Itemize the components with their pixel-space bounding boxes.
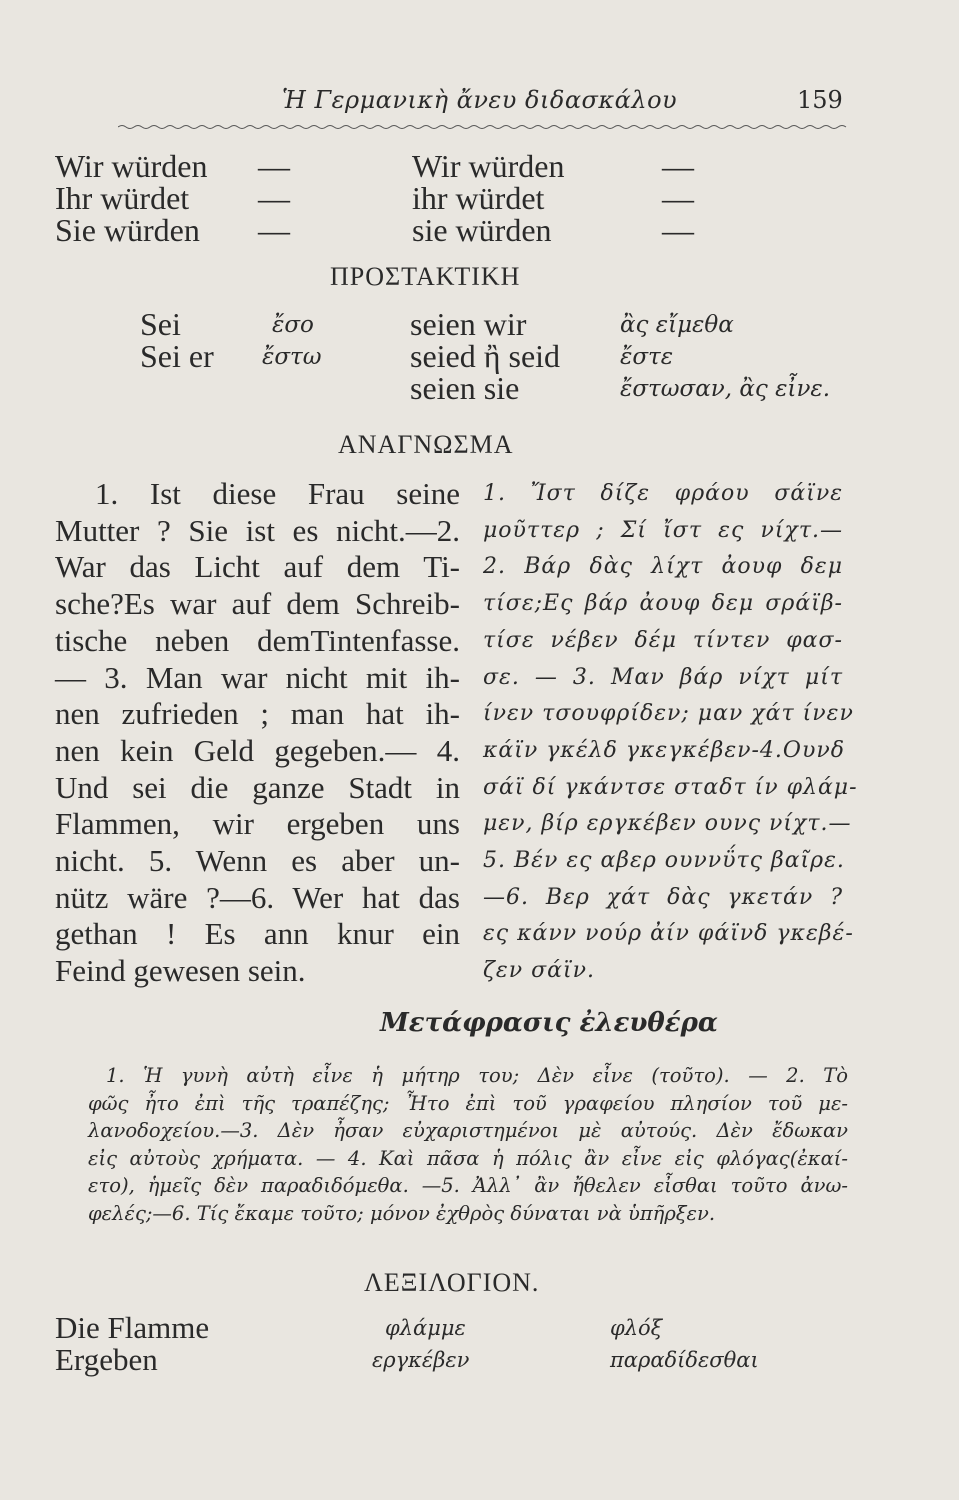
conj-left-2: Ihr würdet [55, 180, 190, 216]
running-header-title: Ἡ Γερμανικὴ ἄνευ διδασκάλου [282, 86, 678, 114]
greek-line: τίσε;Ες βάρ ἀουφ δεμ σράϊβ- [483, 591, 843, 617]
german-line: nen zufrieden ; man hat ih- [55, 696, 460, 732]
header-wavy-rule [118, 124, 848, 130]
greek-line: ζεν σάϊν. [483, 958, 595, 984]
conj-right-1: Wir würden [412, 148, 565, 184]
translation-line: 1. Ἡ γυνὴ αὐτὴ εἶνε ἡ μήτηρ του; Δὲν εἶνε (τοῦτο). — 2. Τὸ [106, 1064, 848, 1087]
german-line: Und sei die ganze Stadt in [55, 769, 460, 805]
greek-line: ες κάνν νούρ ἀίν φάϊνδ γκεβέ- [483, 921, 854, 947]
translation-line: λανοδοχείου.—3. Δὲν ἦσαν εὐχαριστημένοι μὲ αὐτούς. Δὲν ἔδωκαν [88, 1119, 848, 1142]
reading-german-column [55, 476, 460, 990]
german-line: tische neben demTintenfasse. [55, 622, 460, 658]
glossary-german: Ergeben [55, 1342, 158, 1377]
glossary-pronunciation: εργκέβεν [372, 1348, 470, 1372]
greek-line: ίνεν τσουφρίδεν; μαν χάτ ίνεν [483, 701, 854, 727]
german-line: 1. Ist diese Frau seine [95, 476, 460, 511]
german-line: Feind gewesen sein. [55, 953, 306, 989]
imperative-gr2: ἂς εἴμεθα [620, 312, 734, 338]
greek-line: τίσε νέβεν δέμ τίντεν φασ- [483, 627, 843, 653]
german-line: Flammen, wir ergeben uns [55, 806, 460, 842]
glossary-meaning: παραδίδεσθαι [610, 1348, 759, 1372]
conj-left-1: Wir würden [55, 148, 208, 184]
free-translation-body [88, 1062, 848, 1227]
conj-left-3: Sie würden [55, 212, 200, 248]
translation-line: εἰς αὐτοὺς χρήματα. — 4. Καὶ πᾶσα ἡ πόλις ἂν εἶνε εἰς φλόγας(ἐκαί- [88, 1146, 848, 1170]
greek-line: 1. Ἴστ δίζε φράου σάϊνε [483, 481, 843, 506]
translation-line: φῶς ἦτο ἐπὶ τῆς τραπέζης; Ἦτο ἐπὶ τοῦ γραφείου πλησίον τοῦ με- [88, 1091, 848, 1115]
imperative-de1: Sei er [140, 338, 214, 374]
conj-dash: — [662, 180, 694, 216]
imperative-de2: seien wir [410, 306, 527, 342]
translation-line: ετο), ἡμεῖς δὲν παραδιδόμεθα. —5. Ἀλλ᾽ ἂν ἤθελεν εἶσθαι τοῦτο ἀνω- [88, 1174, 848, 1197]
greek-line: σάϊ δί γκάντσε σταδτ ίν φλάμ- [483, 774, 858, 800]
free-translation-title: Μετάφρασις ἐλευθέρα [380, 1008, 718, 1038]
imperative-de2: seied ἢ seid [410, 338, 561, 374]
conj-right-3: sie würden [412, 212, 552, 248]
reading-greek-column [483, 476, 858, 990]
conj-dash: — [258, 148, 290, 184]
imperative-gr1: ἔστω [262, 344, 322, 370]
glossary-title: ΛΕΞΙΛΟΓΙΟΝ. [364, 1268, 540, 1297]
german-line: gethan ! Es ann knur ein [55, 916, 460, 952]
imperative-de2: seien sie [410, 370, 520, 406]
greek-line: μεν, βίρ εργκέβεν ουνς νίχτ.— [483, 811, 852, 837]
german-line: — 3. Man war nicht mit ih- [55, 659, 460, 695]
imperative-gr2: ἔστε [620, 344, 674, 370]
reading-heading: ΑΝΑΓΝΩΣΜΑ [338, 430, 514, 459]
glossary-meaning: φλόξ [610, 1316, 663, 1340]
conj-dash: — [662, 148, 694, 184]
greek-line: μοῦττερ ; Σί ἴστ ες νίχτ.— [483, 517, 843, 543]
glossary-pronunciation: φλάμμε [385, 1316, 466, 1340]
german-line: nicht. 5. Wenn es aber un- [55, 843, 460, 879]
german-line: War das Licht auf dem Ti- [55, 549, 460, 585]
greek-line: 2. Βάρ δὰς λίχτ ἀουφ δεμ [483, 554, 843, 580]
german-line: Mutter ? Sie ist es nicht.—2. [55, 512, 460, 548]
conj-dash: — [662, 212, 694, 248]
german-line: nen kein Geld gegeben.— 4. [55, 732, 460, 768]
greek-line: —6. Βερ χάτ δὰς γκετάν ? [483, 884, 843, 910]
imperative-gr2: ἔστωσαν, ἂς εἶνε. [620, 376, 831, 402]
glossary-german: Die Flamme [55, 1310, 210, 1345]
conj-dash: — [258, 180, 290, 216]
greek-line: 5. Βέν ες αβερ ουννΰτς βαῖρε. [483, 848, 845, 874]
imperative-heading: ΠΡΟΣΤΑΚΤΙΚΗ [330, 262, 521, 291]
page-number: 159 [797, 86, 843, 114]
greek-line: κάϊν γκέλδ γκεγκέβεν-4.Ουνδ [483, 737, 845, 763]
translation-line: φελές;—6. Τίς ἔκαμε τοῦτο; μόνον ἐχθρὸς δύναται νὰ ὑπῆρξεν. [88, 1201, 716, 1225]
conj-right-2: ihr würdet [412, 180, 545, 216]
imperative-de1: Sei [140, 306, 181, 342]
german-line: nütz wäre ?—6. Wer hat das [55, 879, 460, 915]
greek-line: σε. — 3. Μαν βάρ νίχτ μίτ [483, 664, 843, 690]
german-line: sche?Es war auf dem Schreib- [55, 586, 460, 622]
conj-dash: — [258, 212, 290, 248]
imperative-gr1: ἔσο [272, 312, 314, 338]
